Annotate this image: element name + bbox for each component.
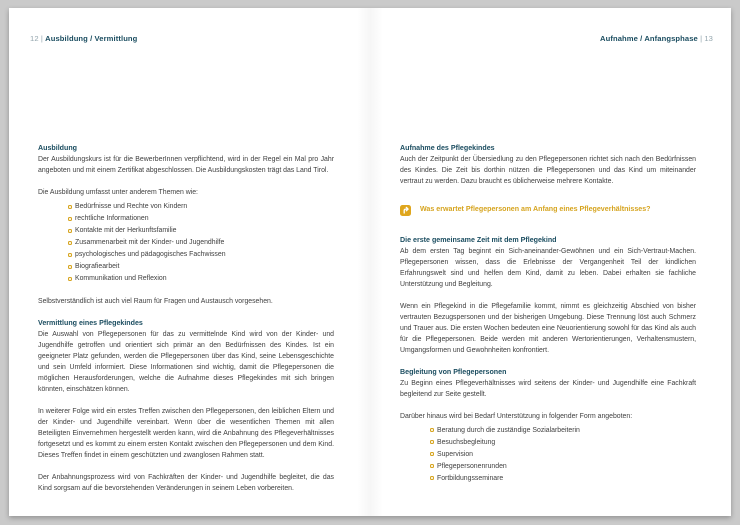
list-item — [400, 461, 696, 473]
unterstuetzung-list — [400, 425, 696, 485]
paragraph: Darüber hinaus wird bei Bedarf Unterstützung in folgender Form angeboten: — [400, 412, 633, 420]
paragraph: Wenn ein Pflegekind in die Pflegefamilie kommt, nimmt es gleichzeitig Abschied von bisher vertrauten Bezugspersonen und der bisherigen Umgebung. Diese Trennung löst auch Schmerz und Trauer aus. Die ersten Wochen bedeuten eine Neuorientierung sowohl für das Kind als auch für die Pflegepersonen. Beide werden mit anderen Wertorientierungen, Verhaltensmustern, Umgangsformen und Gewohnheiten konfrontiert. — [400, 302, 696, 354]
list-item — [38, 237, 334, 249]
list-item — [400, 437, 696, 449]
heading-begleitung: Begleitung von Pflegepersonen — [400, 367, 507, 376]
paragraph: Auch der Zeitpunkt der Übersiedlung zu den Pflegepersonen richtet sich nach den Bedürfnissen des Kindes. Die Zeit bis dorthin nützen die Pflegepersonen und das Kind um miteinander vertraut zu werden. Dazu braucht es üblicherweise mehrere Kontakte. — [400, 156, 696, 185]
list-item — [400, 473, 696, 485]
question-callout — [400, 204, 696, 216]
bullet-icon — [430, 464, 434, 468]
bullet-icon — [430, 440, 434, 444]
heading-vermittlung: Vermittlung eines Pflegekindes — [38, 319, 143, 327]
curved-arrow-icon — [400, 205, 411, 216]
bullet-icon — [68, 277, 72, 281]
list-item-label: Supervision — [437, 450, 474, 458]
bullet-icon — [430, 476, 434, 480]
list-item-label: Biografiearbeit — [75, 263, 120, 270]
list-item — [38, 261, 334, 273]
list-item — [38, 225, 334, 237]
paragraph: Die Auswahl von Pflegepersonen für das zu vermittelnde Kind wird von der Kinder- und Jugendhilfe getroffen und orientiert sich primär an den Bedürfnissen des Kindes. Ist ein geeigneter Platz gefunden, werden die Pflegepersonen über das Kind, seine Lebensgeschichte und sein Umfeld informiert. Diese Informationen sind wichtig, damit die Pflegepersonen die möglichen Herausforderungen, welche die Aufnahme dieses Pflegekindes mit sich bringen könnten, einschätzen können. — [38, 331, 334, 393]
list-item-label: Pflegepersonenrunden — [437, 462, 507, 470]
question-text: Was erwartet Pflegepersonen am Anfang eines Pflegeverhältnisses? — [420, 205, 651, 213]
heading-erste-zeit: Die erste gemeinsame Zeit mit dem Pflegekind — [400, 235, 557, 244]
left-page-body — [38, 143, 334, 505]
list-item — [400, 449, 696, 461]
list-item-label: Beratung durch die zuständige Sozialarbeiterin — [437, 426, 580, 434]
paragraph: Zu Beginn eines Pflegeverhältnisses wird seitens der Kinder- und Jugendhilfe eine Fachkraft begleitend zur Seite gestellt. — [400, 379, 696, 398]
bullet-icon — [430, 428, 434, 432]
list-item-label: Fortbildungsseminare — [437, 474, 504, 482]
list-item — [38, 273, 334, 285]
right-header-title: Aufnahme / Anfangsphase — [600, 34, 698, 43]
heading-aufnahme: Aufnahme des Pflegekindes — [400, 144, 495, 152]
list-item — [38, 213, 334, 225]
right-page-body — [400, 143, 696, 496]
list-item-label: Bedürfnisse und Rechte von Kindern — [75, 203, 188, 210]
list-item — [38, 249, 334, 261]
paragraph: Selbstverständlich ist auch viel Raum für Fragen und Austausch vorgesehen. — [38, 298, 273, 305]
list-item-label: Zusammenarbeit mit der Kinder- und Jugendhilfe — [75, 239, 225, 246]
list-item-label: Kommunikation und Reflexion — [75, 275, 167, 282]
page-left — [9, 8, 370, 516]
paragraph: Der Anbahnungsprozess wird von Fachkräften der Kinder- und Jugendhilfe begleitet, die das Kind sorgsam auf die bevorstehenden Veränderungen in seinem Leben vorbereiten. — [38, 474, 334, 492]
paragraph: In weiterer Folge wird ein erstes Treffen zwischen den Pflegepersonen, den leiblichen Eltern und der Kinder- und Jugendhilfe vereinbart. Wenn über die wesentlichen Themen mit allen Beteiligten Einvernehmen hergestellt werden kann, wird die Anbahnung des Pflegeverhältnisses fortgesetzt und es kommt zu einem ersten Kontakt zwischen den Pflegepersonen und dem Kind. Dieses Treffen findet in einem geschützten und zwanglosen Rahmen statt. — [38, 408, 334, 459]
list-item-label: psychologisches und pädagogisches Fachwissen — [75, 251, 226, 258]
bullet-icon — [430, 452, 434, 456]
list-item-label: Kontakte mit der Herkunftsfamilie — [75, 227, 177, 234]
list-item-label: Besuchsbegleitung — [437, 438, 496, 446]
list-item — [38, 201, 334, 213]
bullet-icon — [68, 265, 72, 269]
paragraph: Ab dem ersten Tag beginnt ein Sich-aneinander-Gewöhnen und ein Sich-Vertraut-Machen. Pflegepersonen wissen, dass die Erlebnisse der Vergangenheit Teil der kindlichen Erfahrungswelt sind und helfen dem Kind, damit zu leben. Dabei erhalten sie fachliche Unterstützung und Begleitung. — [400, 247, 696, 288]
left-header-title: Ausbildung / Vermittlung — [45, 34, 138, 43]
left-running-header — [30, 34, 137, 43]
list-item — [400, 425, 696, 437]
paragraph: Die Ausbildung umfasst unter anderem Themen wie: — [38, 189, 198, 196]
bullet-icon — [68, 241, 72, 245]
list-item-label: rechtliche Informationen — [75, 215, 149, 222]
paragraph: Der Ausbildungskurs ist für die BewerberInnen verpflichtend, wird in der Regel ein Mal pro Jahr angeboten und mit einem Zertifikat abgeschlossen. Die Ausbildungskosten trägt das Land Tirol. — [38, 156, 334, 174]
document-spread — [9, 8, 731, 516]
left-page-number: 12 | — [30, 34, 43, 43]
bullet-icon — [68, 253, 72, 257]
right-page-number: | 13 — [700, 34, 713, 43]
right-running-header — [600, 34, 713, 43]
bullet-icon — [68, 229, 72, 233]
bullet-icon — [68, 205, 72, 209]
ausbildung-topics-list — [38, 201, 334, 285]
bullet-icon — [68, 217, 72, 221]
page-right — [370, 8, 731, 516]
heading-ausbildung: Ausbildung — [38, 144, 78, 152]
